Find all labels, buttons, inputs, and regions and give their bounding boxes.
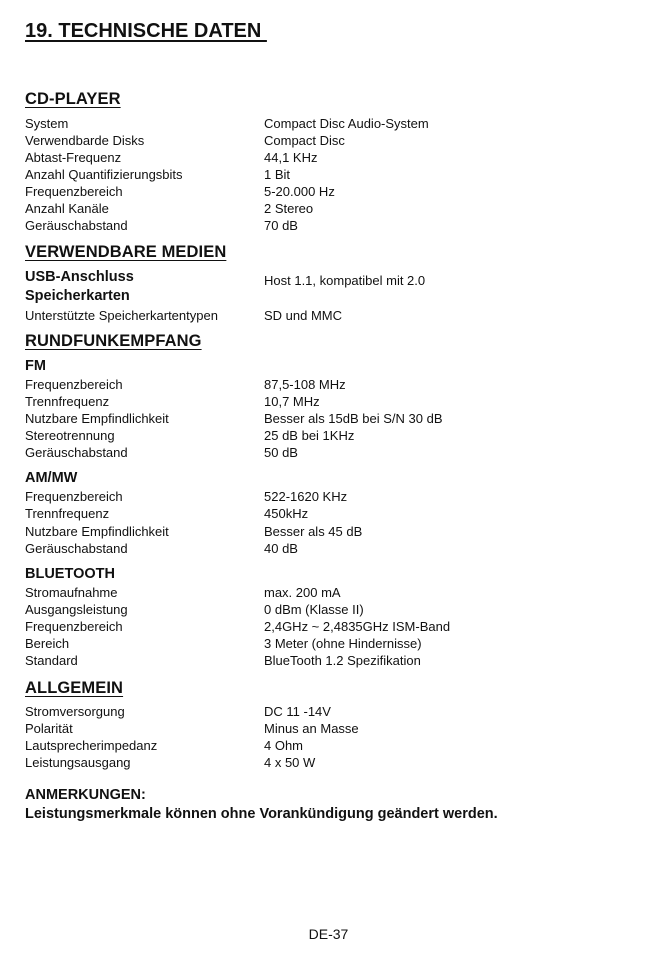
spec-row — [25, 540, 645, 557]
spec-row — [25, 115, 645, 132]
spec-label: Geräuschabstand — [25, 445, 128, 460]
spec-label: Leistungsausgang — [25, 755, 131, 770]
spec-label: Standard — [25, 653, 78, 668]
spec-value: max. 200 mA — [264, 585, 341, 600]
speicherkarten-label: Speicherkarten — [25, 288, 130, 304]
spec-row — [25, 584, 645, 601]
spec-label: Trennfrequenz — [25, 506, 110, 521]
spec-row — [25, 618, 645, 635]
spec-value: Minus an Masse — [264, 721, 359, 736]
spec-row — [25, 505, 645, 522]
spec-value: 44,1 KHz — [264, 150, 318, 165]
spec-label: Frequenzbereich — [25, 184, 123, 199]
spec-value: BlueTooth 1.2 Spezifikation — [264, 653, 421, 668]
spec-row — [25, 200, 645, 217]
spec-label: Frequenzbereich — [25, 489, 123, 504]
spec-row — [25, 737, 645, 754]
spec-label: Stromversorgung — [25, 704, 125, 719]
section-heading-cd-player: CD-PLAYER — [25, 90, 121, 108]
spec-row — [25, 307, 645, 324]
spec-label: Abtast-Frequenz — [25, 150, 122, 165]
spec-value: 5-20.000 Hz — [264, 184, 335, 199]
spec-label: System — [25, 116, 69, 131]
spec-label: Nutzbare Empfindlichkeit — [25, 411, 169, 426]
spec-row — [25, 132, 645, 149]
spec-value: 87,5-108 MHz — [264, 377, 346, 392]
spec-row — [25, 523, 645, 540]
section-heading-rundfunk: RUNDFUNKEMPFANG — [25, 332, 202, 350]
spec-label: Anzahl Quantifizierungsbits — [25, 167, 183, 182]
spec-label: Geräuschabstand — [25, 541, 128, 556]
page-number: DE-37 — [308, 926, 349, 942]
spec-row — [25, 410, 645, 427]
spec-row — [25, 488, 645, 505]
spec-label: Stromaufnahme — [25, 585, 118, 600]
spec-value: 10,7 MHz — [264, 394, 320, 409]
spec-label: Bereich — [25, 636, 70, 651]
notes-heading: ANMERKUNGEN: — [25, 787, 146, 803]
spec-label: Lautsprecherimpedanz — [25, 738, 158, 753]
spec-label: Trennfrequenz — [25, 394, 110, 409]
spec-row — [25, 183, 645, 200]
spec-row — [25, 376, 645, 393]
notes-text: Leistungsmerkmale können ohne Vorankündigung geändert werden. — [25, 806, 498, 822]
spec-value: 40 dB — [264, 541, 298, 556]
spec-label: Frequenzbereich — [25, 619, 123, 634]
spec-label: Polarität — [25, 721, 73, 736]
spec-value: 25 dB bei 1KHz — [264, 428, 355, 443]
spec-row — [25, 635, 645, 652]
spec-value: 2 Stereo — [264, 201, 314, 216]
spec-row — [25, 166, 645, 183]
subheading-fm: FM — [25, 358, 46, 374]
spec-value: 3 Meter (ohne Hindernisse) — [264, 636, 422, 651]
spec-label: Unterstützte Speicherkartentypen — [25, 308, 218, 323]
spec-value: Besser als 45 dB — [264, 524, 363, 539]
spec-value: 1 Bit — [264, 167, 291, 182]
spec-row — [25, 217, 645, 234]
spec-label: Verwendbarde Disks — [25, 133, 145, 148]
spec-value: 0 dBm (Klasse II) — [264, 602, 364, 617]
spec-row — [25, 427, 645, 444]
spec-value: 4 x 50 W — [264, 755, 316, 770]
subheading-bluetooth: BLUETOOTH — [25, 566, 115, 582]
spec-value: 522-1620 KHz — [264, 489, 348, 504]
spec-label: Frequenzbereich — [25, 377, 123, 392]
spec-row — [25, 393, 645, 410]
spec-row — [25, 652, 645, 669]
spec-value: 450kHz — [264, 506, 309, 521]
spec-value: DC 11 -14V — [264, 704, 331, 719]
spec-value: 50 dB — [264, 445, 298, 460]
spec-row — [25, 601, 645, 618]
spec-value: 70 dB — [264, 218, 298, 233]
spec-label: Stereotrennung — [25, 428, 115, 443]
section-heading-allgemein: ALLGEMEIN — [25, 679, 124, 697]
spec-row — [25, 720, 645, 737]
spec-value: Compact Disc — [264, 133, 345, 148]
section-heading-medien: VERWENDBARE MEDIEN — [25, 243, 227, 261]
page-title: 19. TECHNISCHE DATEN — [25, 20, 267, 42]
spec-value: SD und MMC — [264, 308, 343, 323]
spec-label: Ausgangsleistung — [25, 602, 128, 617]
spec-value: 2,4GHz ~ 2,4835GHz ISM-Band — [264, 619, 451, 634]
spec-row — [25, 754, 645, 771]
usb-label: USB-Anschluss — [25, 269, 134, 285]
spec-value: Besser als 15dB bei S/N 30 dB — [264, 411, 443, 426]
usb-value: Host 1.1, kompatibel mit 2.0 — [264, 273, 426, 288]
spec-value: Compact Disc Audio-System — [264, 116, 429, 131]
spec-row — [25, 149, 645, 166]
subheading-am-mw: AM/MW — [25, 470, 78, 486]
spec-value: 4 Ohm — [264, 738, 304, 753]
spec-row — [25, 703, 645, 720]
spec-label: Anzahl Kanäle — [25, 201, 109, 216]
spec-row — [25, 444, 645, 461]
spec-label: Geräuschabstand — [25, 218, 128, 233]
spec-label: Nutzbare Empfindlichkeit — [25, 524, 169, 539]
usb-row — [25, 272, 645, 289]
